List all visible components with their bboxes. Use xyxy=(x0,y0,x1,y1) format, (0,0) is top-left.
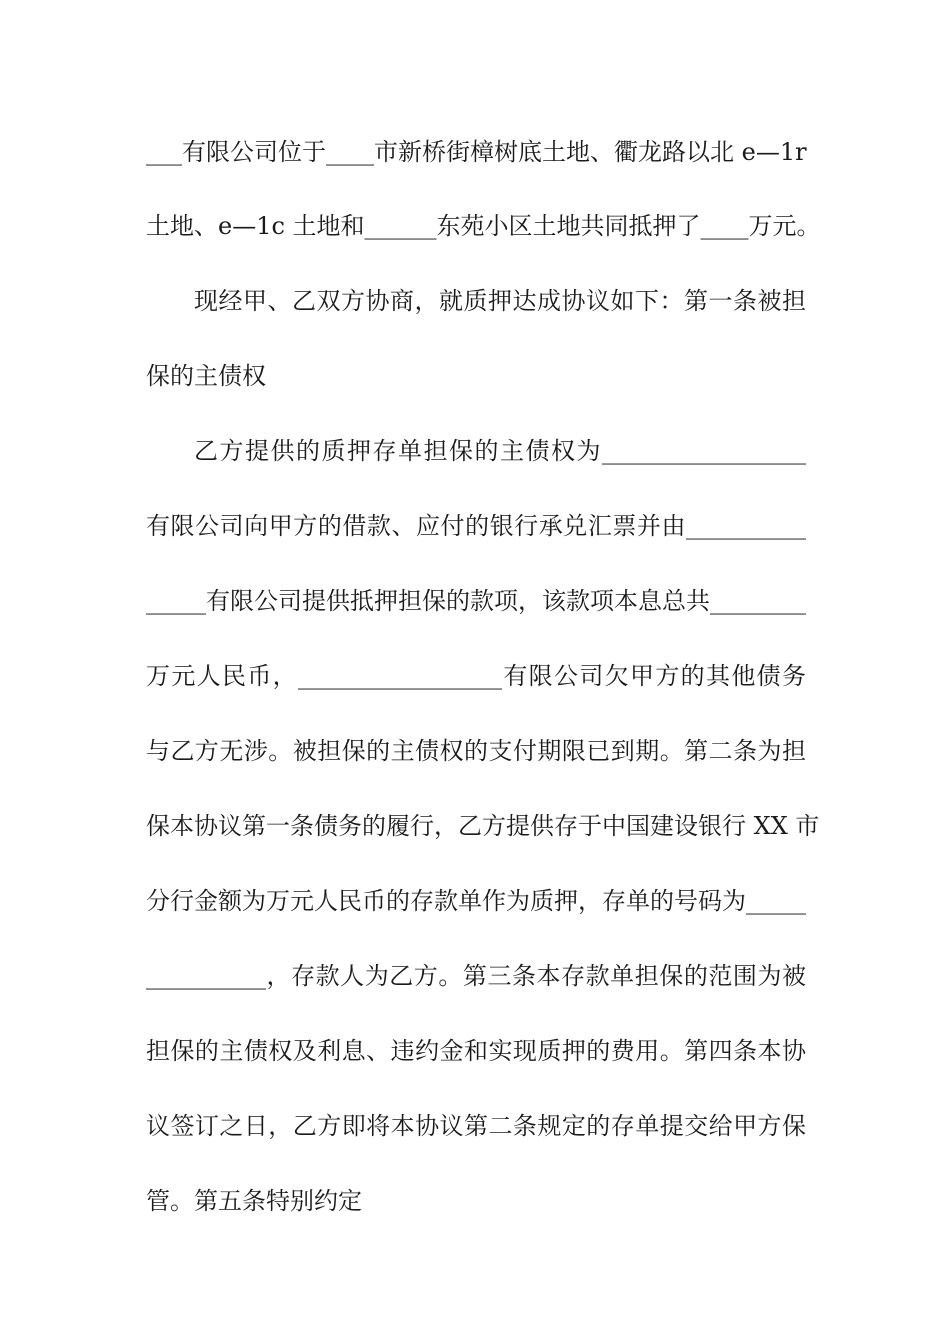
text-line: 现经甲、乙双方协商，就质押达成协议如下：第一条被担 xyxy=(194,287,806,315)
text-line: ___有限公司位于____市新桥街樟树底土地、衢龙路以北 e—1r xyxy=(146,138,807,166)
text-line: 有限公司向甲方的借款、应付的银行承兑汇票并由__________ xyxy=(146,512,806,540)
text-line: 万元人民币，_________________有限公司欠甲方的其他债务 xyxy=(146,662,806,690)
text-line: 管。第五条特别约定 xyxy=(146,1187,362,1215)
text-line: 乙方提供的质押存单担保的主债权为_________________ xyxy=(194,437,806,465)
text-line: 与乙方无涉。被担保的主债权的支付期限已到期。第二条为担 xyxy=(146,737,806,765)
text-line: 保的主债权 xyxy=(146,362,266,390)
text-line: 土地、e—1c 土地和______东苑小区土地共同抵押了____万元。 xyxy=(146,212,821,240)
text-line: __________，存款人为乙方。第三条本存款单担保的范围为被 xyxy=(146,962,806,990)
text-line: 保本协议第一条债务的履行，乙方提供存于中国建设银行 XX 市 xyxy=(146,812,820,840)
text-line: _____有限公司提供抵押担保的款项，该款项本息总共________ xyxy=(146,587,806,615)
text-line: 议签订之日，乙方即将本协议第二条规定的存单提交给甲方保 xyxy=(146,1112,806,1140)
text-line: 担保的主债权及利息、违约金和实现质押的费用。第四条本协 xyxy=(146,1037,806,1065)
text-line: 分行金额为万元人民币的存款单作为质押，存单的号码为_____ xyxy=(146,887,806,915)
